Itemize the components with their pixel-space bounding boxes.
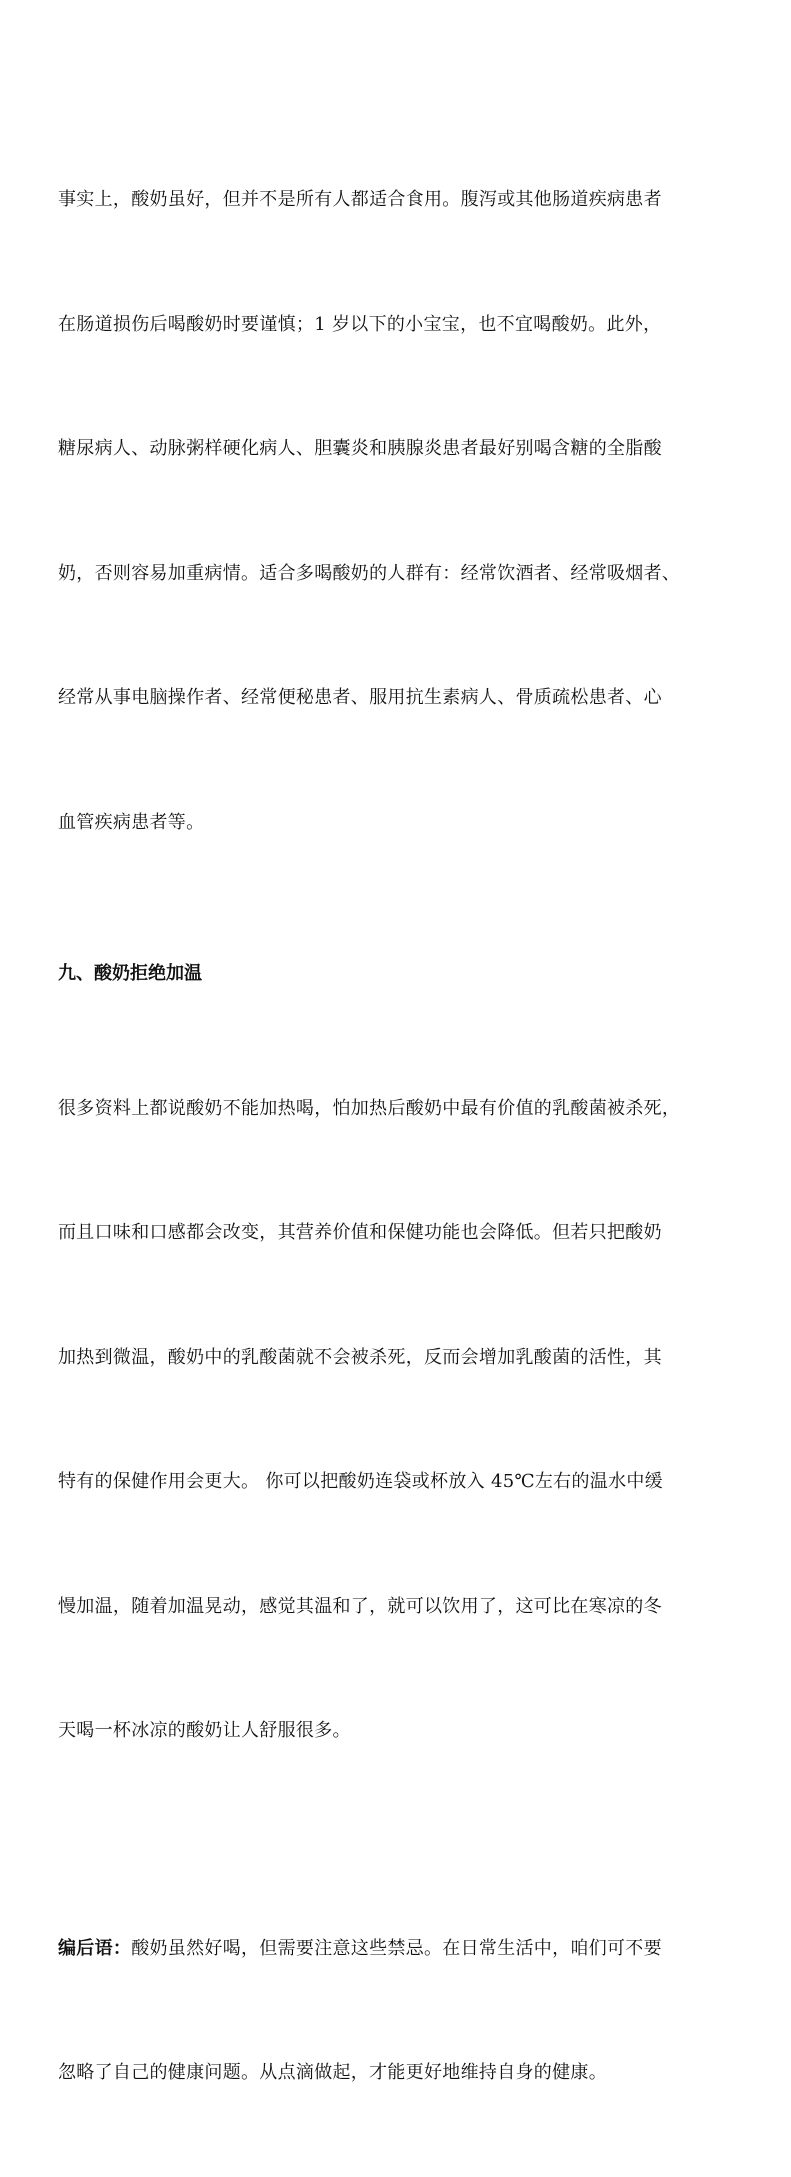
paragraph-heating [58,1005,724,1835]
text-line: 忽略了自己的健康问题。从点滴做起，才能更好地维持自身的健康。 [58,2062,607,2083]
editor-note-label: 编后语： [58,1937,132,1959]
text-line: 血管疾病患者等。 [58,811,205,833]
text-line [58,1928,724,1970]
text-line: 糖尿病人、动脉粥样硬化病人、胆囊炎和胰腺炎患者最好别喝含糖的全脂酸 [58,438,662,459]
text-line: 经常从事电脑操作者、经常便秘患者、服用抗生素病人、骨质疏松患者、心 [58,687,662,708]
text-line: 奶，否则容易加重病情。适合多喝酸奶的人群有：经常饮酒者、经常吸烟者、 [58,562,681,584]
text-line: 加热到微温，酸奶中的乳酸菌就不会被杀死，反而会增加乳酸菌的活性，其 [58,1346,662,1368]
text-line: 天喝一杯冰凉的酸奶让人舒服很多。 [58,1720,351,1741]
text-line: 事实上，酸奶虽好，但并不是所有人都适合食用。腹泻或其他肠道疾病患者 [58,189,662,210]
text-line: 在肠道损伤后喝酸奶时要谨慎；1 岁以下的小宝宝，也不宜喝酸奶。此外， [58,313,662,335]
text-line: 慢加温，随着加温晃动，感觉其温和了，就可以饮用了，这可比在寒凉的冬 [58,1595,662,1617]
editor-note-text: 酸奶虽然好喝，但需要注意这些禁忌。在日常生活中，咱们可不要 [131,1937,662,1959]
text-line: 很多资料上都说酸奶不能加热喝，怕加热后酸奶中最有价值的乳酸菌被杀死， [58,1097,681,1119]
text-line: 而且口味和口感都会改变，其营养价值和保健功能也会降低。但若只把酸奶 [58,1222,662,1243]
section-heading: 九、酸奶拒绝加温 [58,963,202,984]
text-line: 特有的保健作用会更大。 你可以把酸奶连袋或杯放入 45℃左右的温水中缓 [58,1471,663,1492]
paragraph-editor-note [58,1845,724,2177]
paragraph-intro [58,96,724,926]
document-page [58,96,724,2177]
